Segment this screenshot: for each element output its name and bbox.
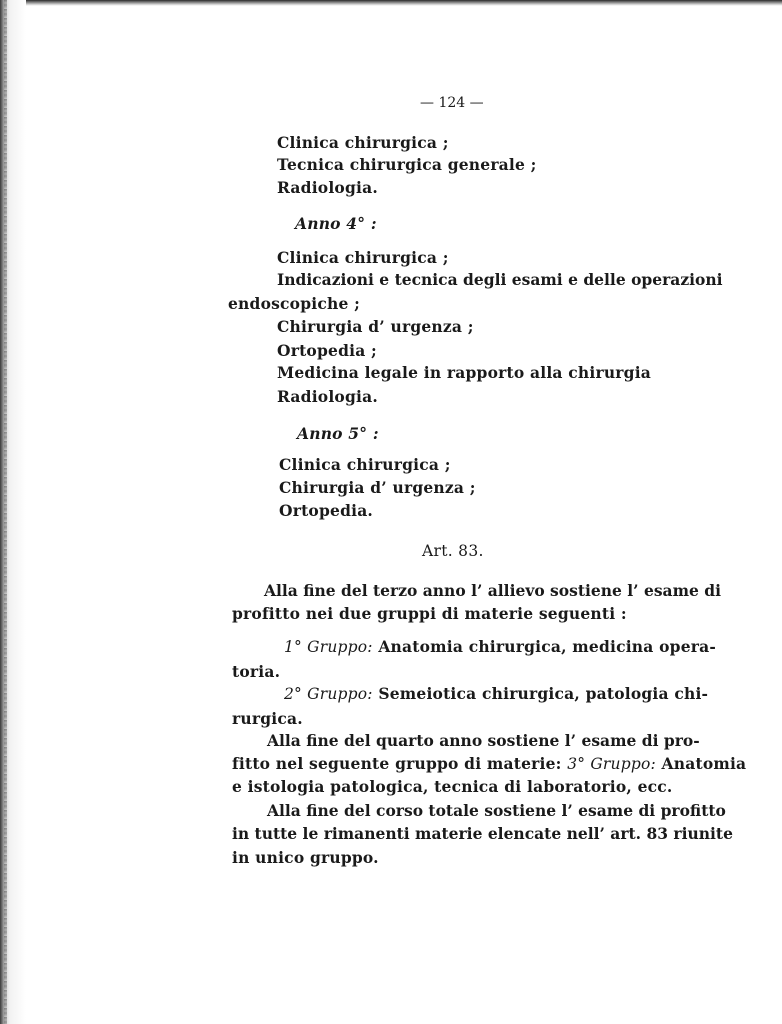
gruppo-2-text: Semeiotica chirurgica, patologia chi- [378, 684, 709, 703]
list-item: Clinica chirurgica ; [277, 133, 449, 152]
list-item: Chirurgia d’ urgenza ; [279, 478, 476, 497]
list-item: Tecnica chirurgica generale ; [277, 155, 537, 174]
article-heading: Art. 83. [422, 542, 484, 560]
list-item: Indicazioni e tecnica degli esami e delle operazioni [277, 270, 723, 289]
paragraph-line: Alla fine del corso totale sostiene l’ esame di profitto [267, 801, 726, 820]
p2-line2-pre: fitto nel seguente gruppo di materie: [232, 754, 562, 773]
list-item: Chirurgia d’ urgenza ; [277, 317, 474, 336]
list-item: Ortopedia ; [277, 341, 377, 360]
paragraph-line: in unico gruppo. [232, 848, 379, 867]
gruppo-1-label: 1° Gruppo: [284, 638, 373, 656]
list-item: endoscopiche ; [228, 294, 361, 313]
list-item: Ortopedia. [279, 501, 374, 520]
anno5-heading: Anno 5° : [297, 424, 379, 443]
list-item: Clinica chirurgica ; [279, 455, 451, 474]
scan-binding-edge [0, 0, 26, 1024]
gruppo-1-line [284, 637, 716, 656]
page-number: — 124 — [420, 95, 484, 111]
p2-line2-post: Anatomia [661, 754, 747, 773]
gruppo-3-label: 3° Gruppo: [567, 755, 656, 773]
paragraph-line [232, 754, 746, 773]
list-item: Radiologia. [277, 178, 378, 197]
list-item: Radiologia. [277, 387, 378, 406]
paragraph-line: toria. [232, 662, 281, 681]
list-item: Clinica chirurgica ; [277, 248, 449, 267]
anno4-heading: Anno 4° : [295, 214, 377, 233]
scan-top-edge [0, 0, 782, 6]
paragraph-line: Alla fine del quarto anno sostiene l’ esame di pro- [267, 731, 700, 750]
paragraph-line: e istologia patologica, tecnica di laboratorio, ecc. [232, 777, 673, 796]
paragraph-line: Alla fine del terzo anno l’ allievo sostiene l’ esame di [264, 581, 721, 600]
paragraph-line: rurgica. [232, 709, 303, 728]
paragraph-line: in tutte le rimanenti materie elencate nell’ art. 83 riunite [232, 824, 733, 843]
gruppo-1-text: Anatomia chirurgica, medicina opera- [378, 637, 716, 656]
gruppo-2-line [284, 684, 708, 703]
list-item: Medicina legale in rapporto alla chirurgia [277, 363, 652, 382]
gruppo-2-label: 2° Gruppo: [284, 685, 373, 703]
paragraph-line: profitto nei due gruppi di materie seguenti : [232, 604, 627, 623]
